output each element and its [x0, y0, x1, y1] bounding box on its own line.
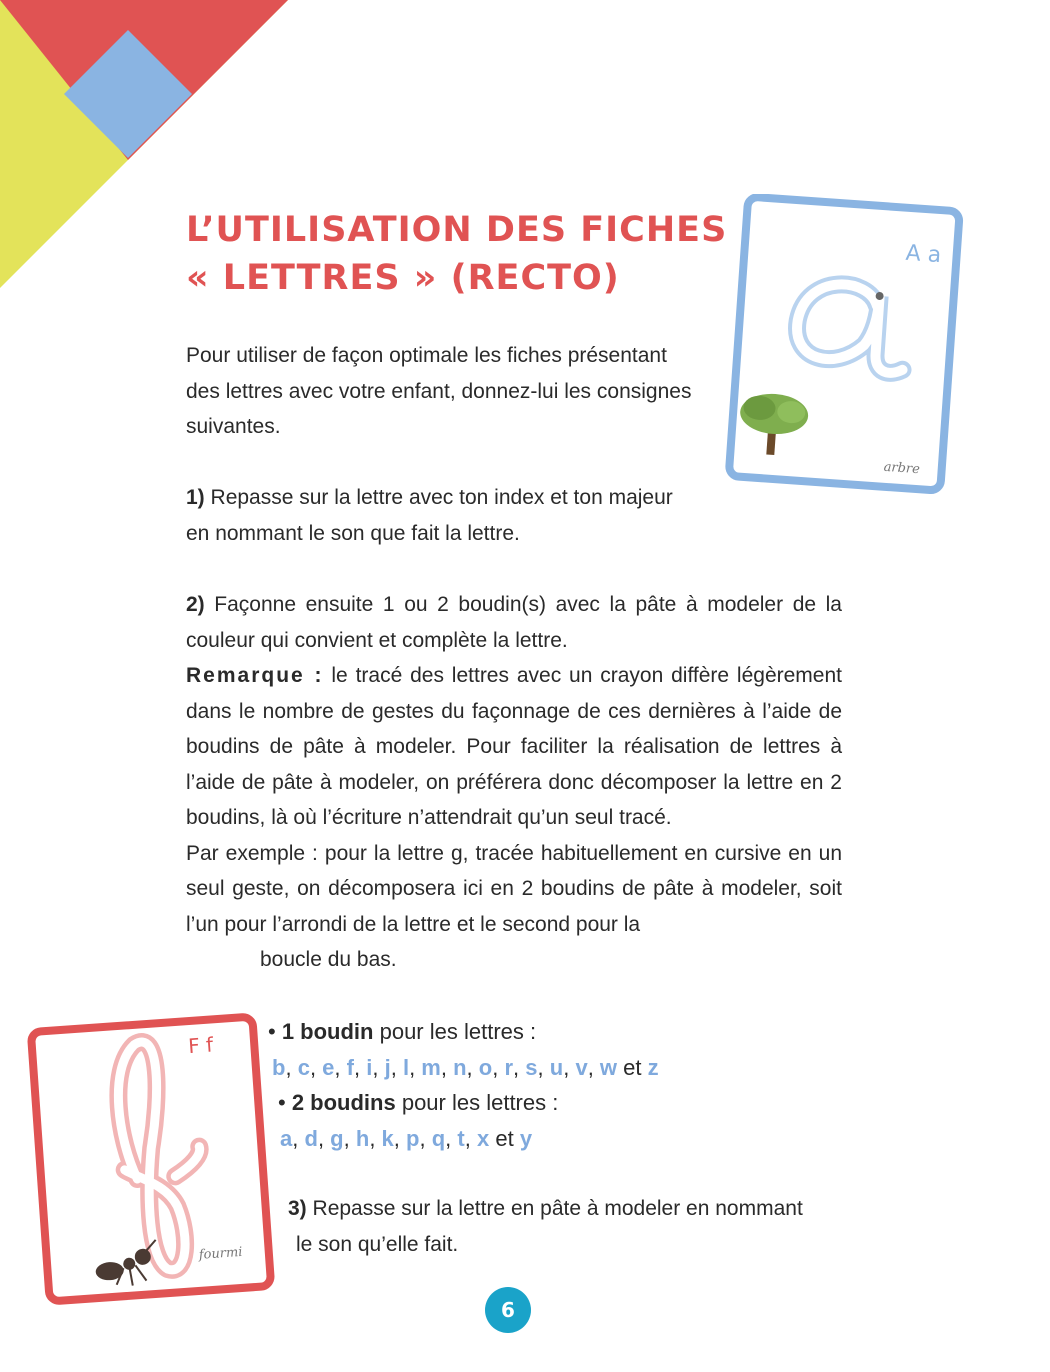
two-boudins-letters [272, 1121, 558, 1157]
one-boudin-letter-z: z [647, 1054, 659, 1080]
one-boudin-letters [268, 1050, 659, 1086]
one-boudin-letter-u: u [549, 1054, 564, 1080]
bullet-2: • [278, 1090, 292, 1115]
comma-separator: , [292, 1125, 305, 1151]
comma-separator: , [409, 1054, 422, 1080]
one-boudin-letter-b: b [272, 1054, 286, 1080]
comma-separator: , [587, 1054, 600, 1080]
page-title [186, 206, 746, 302]
one-boudin-section [268, 1014, 659, 1085]
title-line-1: L’UTILISATION DES FICHES [186, 210, 728, 250]
comma-separator: , [393, 1125, 407, 1151]
bullet-1: • [268, 1019, 282, 1044]
comma-separator: , [334, 1054, 347, 1080]
comma-separator: , [440, 1054, 454, 1080]
two-boudins-letter-t: t [457, 1125, 465, 1151]
one-boudin-letter-r: r [504, 1054, 514, 1080]
intro-paragraph [186, 338, 726, 445]
one-boudin-letter-o: o [478, 1054, 493, 1080]
remark-text: le tracé des lettres avec un crayon diffère légèrement dans le nombre de gestes du façonnage de ces dernières à l’aide de boudins de pâte à modeler. Pour faciliter la réalisation de lettres à l’aide de pâte à modeler, on préférera donc décomposer la lettre en 2 boudins, là où l’écriture n’attendrait qu’un seul tracé. [186, 664, 842, 829]
step-2 [186, 587, 842, 978]
step-1-line-2: en nommant le son que fait la lettre. [186, 521, 520, 545]
step-3-line-1: Repasse sur la lettre en pâte à modeler en nommant [306, 1197, 803, 1220]
comma-separator: , [309, 1054, 323, 1080]
two-boudins-letter-q: q [431, 1125, 446, 1151]
two-boudins-letter-h: h [355, 1125, 370, 1151]
two-boudins-letter-k: k [381, 1125, 394, 1151]
comma-separator: , [466, 1054, 479, 1080]
card-f-word: fourmi [198, 1244, 243, 1263]
comma-separator: , [343, 1125, 356, 1151]
one-boudin-letter-n: n [453, 1054, 467, 1080]
letter-card-a [724, 194, 974, 500]
step-1-line-1: Repasse sur la lettre avec ton index et ton majeur [204, 486, 673, 509]
page-number: 6 [485, 1287, 531, 1333]
comma-separator: , [285, 1054, 298, 1080]
intro-line-3: suivantes. [186, 415, 281, 438]
one-boudin-letter-j: j [384, 1054, 391, 1080]
comma-separator: , [353, 1054, 367, 1080]
two-boudins-letter-p: p [406, 1125, 420, 1151]
two-boudins-letter-g: g [330, 1125, 344, 1151]
comma-separator: , [537, 1054, 550, 1080]
one-boudin-text: pour les lettres : [373, 1019, 537, 1044]
comma-separator: , [492, 1054, 505, 1080]
one-boudin-label: 1 boudin [281, 1019, 374, 1044]
comma-separator: , [445, 1125, 458, 1151]
comma-separator: , [317, 1125, 331, 1151]
comma-separator: , [369, 1125, 382, 1151]
step-3-number: 3) [288, 1197, 307, 1220]
comma-separator: , [419, 1125, 432, 1151]
two-boudins-text: pour les lettres : [395, 1090, 559, 1115]
card-a-word: arbre [883, 459, 921, 478]
intro-line-1: Pour utiliser de façon optimale les fiches présentant [186, 344, 667, 367]
step-1-number: 1) [186, 486, 205, 509]
one-boudin-letter-e: e [322, 1054, 335, 1080]
step-3 [288, 1191, 848, 1262]
comma-separator: , [390, 1054, 403, 1080]
example-end: boucle du bas. [260, 948, 397, 971]
card-a-letters: A a [904, 240, 942, 269]
intro-line-2: des lettres avec votre enfant, donnez-lui les consignes [186, 379, 692, 403]
one-boudin-letter-v: v [575, 1054, 588, 1080]
two-boudins-letter-y: y [519, 1125, 533, 1151]
two-boudins-letter-d: d [304, 1125, 318, 1151]
comma-separator: , [563, 1054, 576, 1080]
one-boudin-letter-f: f [346, 1054, 354, 1080]
two-boudins-letter-x: x [476, 1125, 490, 1151]
title-line-2: « LETTRES » (RECTO) [186, 258, 620, 298]
one-boudin-letter-m: m [421, 1054, 441, 1080]
two-boudins-letter-a: a [280, 1125, 293, 1151]
one-boudin-letter-s: s [525, 1054, 538, 1080]
example-text: Par exemple : pour la lettre g, tracée habituellement en cursive en un seul geste, on décomposera ici en 2 boudins de pâte à modeler, soit l’un pour l’arrondi de la lettre et le second pour la [186, 841, 842, 936]
two-boudins-and: et [495, 1125, 520, 1151]
comma-separator: , [372, 1054, 385, 1080]
one-boudin-letter-w: w [599, 1054, 618, 1080]
two-boudins-section [272, 1085, 558, 1156]
comma-separator: , [513, 1054, 526, 1080]
remark-label: Remarque : [186, 664, 324, 687]
one-boudin-letter-i: i [366, 1054, 373, 1080]
card-f-letters: F f [187, 1032, 214, 1059]
step-2-number: 2) [186, 593, 205, 616]
one-boudin-letter-c: c [297, 1054, 310, 1080]
step-2-text: Façonne ensuite 1 ou 2 boudin(s) avec la pâte à modeler de la couleur qui convient et complète la lettre. [186, 593, 842, 652]
letter-card-f [24, 1008, 278, 1310]
one-boudin-letter-l: l [402, 1054, 410, 1080]
comma-separator: , [464, 1125, 477, 1151]
two-boudins-label: 2 boudins [291, 1090, 396, 1115]
one-boudin-and: et [623, 1054, 648, 1080]
step-3-line-2: le son qu’elle fait. [296, 1232, 459, 1256]
step-1 [186, 480, 716, 551]
